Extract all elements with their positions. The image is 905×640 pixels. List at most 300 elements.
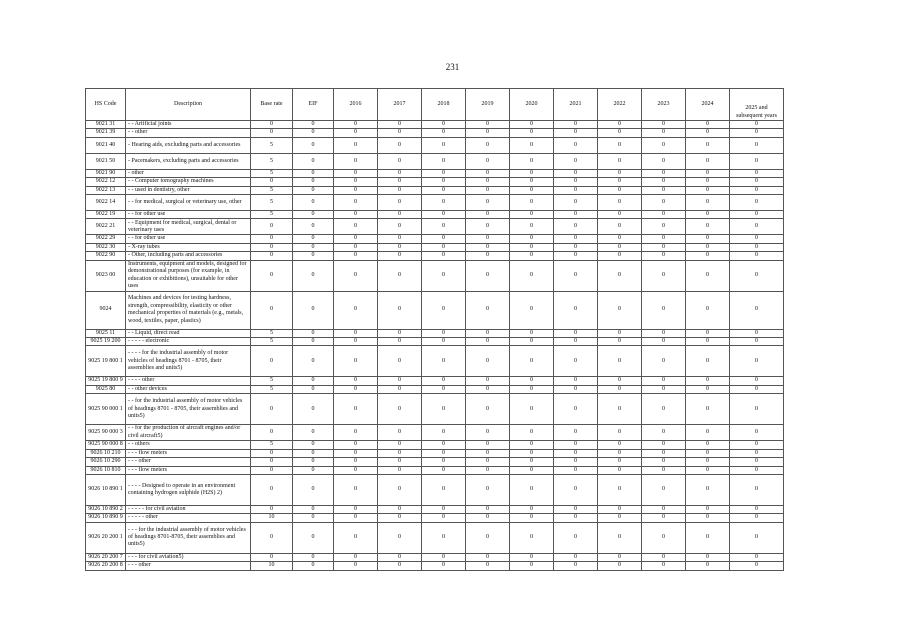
rate-cell: 0 [334, 291, 378, 329]
rate-cell: 0 [378, 121, 422, 129]
rate-cell: 0 [293, 553, 334, 561]
description-cell: - - - other [126, 562, 251, 570]
rate-cell: 0 [293, 329, 334, 337]
rate-cell: 0 [642, 553, 686, 561]
column-header: 2021 [554, 89, 598, 121]
rate-cell: 0 [378, 425, 422, 441]
rate-cell: 0 [378, 235, 422, 243]
rate-cell: 0 [510, 458, 554, 466]
rate-cell: 0 [334, 338, 378, 346]
description-cell: - Hearing aids, excluding parts and accessories [126, 137, 251, 153]
rate-cell: 0 [730, 235, 784, 243]
rate-cell: 0 [598, 377, 642, 385]
hs-code-cell: 9025 90 000 1 [86, 394, 126, 425]
base-rate-cell: 0 [251, 235, 293, 243]
hs-code-cell: 9025 19 800 9 [86, 377, 126, 385]
rate-cell: 0 [554, 474, 598, 505]
rate-cell: 0 [334, 195, 378, 211]
rate-cell: 0 [642, 252, 686, 260]
rate-cell: 0 [730, 186, 784, 194]
base-rate-cell: 0 [251, 505, 293, 513]
rate-cell: 0 [686, 195, 730, 211]
rate-cell: 0 [598, 129, 642, 137]
rate-cell: 0 [334, 425, 378, 441]
rate-cell: 0 [642, 458, 686, 466]
hs-code-cell: 9025 90 000 3 [86, 425, 126, 441]
rate-cell: 0 [598, 458, 642, 466]
rate-cell: 0 [510, 338, 554, 346]
rate-cell: 0 [378, 195, 422, 211]
rate-cell: 0 [730, 522, 784, 553]
base-rate-cell: 0 [251, 121, 293, 129]
rate-cell: 0 [598, 235, 642, 243]
rate-cell: 0 [730, 129, 784, 137]
rate-cell: 0 [334, 458, 378, 466]
rate-cell: 0 [422, 338, 466, 346]
rate-cell: 0 [554, 252, 598, 260]
description-cell: - X-ray tubes [126, 243, 251, 251]
rate-cell: 0 [642, 243, 686, 251]
rate-cell: 0 [510, 466, 554, 474]
hs-code-cell: 9021 39 [86, 129, 126, 137]
column-header: 2022 [598, 89, 642, 121]
table-row [86, 449, 784, 457]
rate-cell: 0 [686, 291, 730, 329]
rate-cell: 0 [466, 449, 510, 457]
rate-cell: 0 [422, 346, 466, 377]
rate-cell: 0 [378, 211, 422, 219]
rate-cell: 0 [510, 291, 554, 329]
rate-cell: 0 [598, 186, 642, 194]
rate-cell: 0 [293, 219, 334, 235]
rate-cell: 0 [598, 449, 642, 457]
rate-cell: 0 [422, 385, 466, 393]
rate-cell: 0 [554, 121, 598, 129]
rate-cell: 0 [642, 235, 686, 243]
rate-cell: 0 [334, 235, 378, 243]
rate-cell: 0 [510, 153, 554, 169]
description-cell: - - - for civil aviation5) [126, 553, 251, 561]
base-rate-cell: 5 [251, 169, 293, 177]
rate-cell: 0 [378, 346, 422, 377]
rate-cell: 0 [598, 394, 642, 425]
rate-cell: 0 [730, 243, 784, 251]
rate-cell: 0 [686, 505, 730, 513]
rate-cell: 0 [554, 394, 598, 425]
rate-cell: 0 [730, 260, 784, 291]
rate-cell: 0 [554, 219, 598, 235]
hs-code-cell: 9022 29 [86, 235, 126, 243]
rate-cell: 0 [293, 338, 334, 346]
rate-cell: 0 [422, 505, 466, 513]
rate-cell: 0 [554, 243, 598, 251]
rate-cell: 0 [334, 121, 378, 129]
rate-cell: 0 [642, 186, 686, 194]
rate-cell: 0 [334, 169, 378, 177]
rate-cell: 0 [598, 505, 642, 513]
tariff-schedule-table [85, 88, 784, 571]
hs-code-cell: 9025 90 000 8 [86, 441, 126, 449]
table-row [86, 522, 784, 553]
table-row [86, 474, 784, 505]
column-header: 2017 [378, 89, 422, 121]
rate-cell: 0 [598, 153, 642, 169]
table-row [86, 195, 784, 211]
table-row [86, 137, 784, 153]
column-header: EIF [293, 89, 334, 121]
rate-cell: 0 [730, 252, 784, 260]
rate-cell: 0 [686, 137, 730, 153]
rate-cell: 0 [293, 260, 334, 291]
rate-cell: 0 [293, 458, 334, 466]
rate-cell: 0 [293, 137, 334, 153]
table-row [86, 505, 784, 513]
rate-cell: 0 [554, 505, 598, 513]
description-cell: Instruments, equipment and models, designed for demonstrational purposes (for example, in education or exhibitions), unsuitable for other uses [126, 260, 251, 291]
rate-cell: 0 [293, 522, 334, 553]
description-cell: - - other [126, 129, 251, 137]
description-cell: - - other devices [126, 385, 251, 393]
rate-cell: 0 [510, 211, 554, 219]
rate-cell: 0 [686, 474, 730, 505]
rate-cell: 0 [642, 291, 686, 329]
rate-cell: 0 [378, 169, 422, 177]
rate-cell: 0 [642, 178, 686, 186]
hs-code-cell: 9025 80 [86, 385, 126, 393]
rate-cell: 0 [686, 178, 730, 186]
rate-cell: 0 [686, 394, 730, 425]
description-cell: - - for other use [126, 211, 251, 219]
rate-cell: 0 [510, 195, 554, 211]
hs-code-cell: 9025 11 [86, 329, 126, 337]
rate-cell: 0 [730, 329, 784, 337]
base-rate-cell: 0 [251, 291, 293, 329]
base-rate-cell: 0 [251, 346, 293, 377]
rate-cell: 0 [598, 178, 642, 186]
rate-cell: 0 [293, 121, 334, 129]
rate-cell: 0 [422, 522, 466, 553]
rate-cell: 0 [378, 385, 422, 393]
base-rate-cell: 0 [251, 522, 293, 553]
description-cell: - - Liquid, direct read [126, 329, 251, 337]
base-rate-cell: 5 [251, 338, 293, 346]
rate-cell: 0 [334, 178, 378, 186]
hs-code-cell: 9026 10 810 [86, 466, 126, 474]
rate-cell: 0 [422, 474, 466, 505]
rate-cell: 0 [334, 394, 378, 425]
rate-cell: 0 [730, 195, 784, 211]
hs-code-cell: 9026 10 290 [86, 458, 126, 466]
column-header: 2023 [642, 89, 686, 121]
rate-cell: 0 [598, 338, 642, 346]
rate-cell: 0 [293, 394, 334, 425]
rate-cell: 0 [642, 219, 686, 235]
base-rate-cell: 0 [251, 394, 293, 425]
rate-cell: 0 [554, 186, 598, 194]
rate-cell: 0 [686, 235, 730, 243]
rate-cell: 0 [598, 385, 642, 393]
base-rate-cell: 0 [251, 553, 293, 561]
rate-cell: 0 [598, 466, 642, 474]
rate-cell: 0 [378, 505, 422, 513]
rate-cell: 0 [293, 514, 334, 522]
rate-cell: 0 [422, 219, 466, 235]
rate-cell: 0 [686, 385, 730, 393]
rate-cell: 0 [293, 505, 334, 513]
column-header: 2025 and subsequent years [730, 89, 784, 121]
rate-cell: 0 [422, 441, 466, 449]
description-cell: - - - - - other [126, 514, 251, 522]
rate-cell: 0 [422, 252, 466, 260]
rate-cell: 0 [642, 338, 686, 346]
rate-cell: 0 [686, 562, 730, 570]
rate-cell: 0 [642, 514, 686, 522]
rate-cell: 0 [686, 186, 730, 194]
rate-cell: 0 [466, 466, 510, 474]
rate-cell: 0 [642, 153, 686, 169]
rate-cell: 0 [422, 377, 466, 385]
rate-cell: 0 [378, 553, 422, 561]
rate-cell: 0 [378, 514, 422, 522]
rate-cell: 0 [334, 219, 378, 235]
description-cell: - - for other use [126, 235, 251, 243]
rate-cell: 0 [510, 329, 554, 337]
base-rate-cell: 0 [251, 466, 293, 474]
rate-cell: 0 [510, 186, 554, 194]
table-row [86, 514, 784, 522]
rate-cell: 0 [466, 346, 510, 377]
rate-cell: 0 [730, 346, 784, 377]
rate-cell: 0 [293, 178, 334, 186]
rate-cell: 0 [334, 377, 378, 385]
table-row [86, 153, 784, 169]
rate-cell: 0 [730, 385, 784, 393]
table-row [86, 458, 784, 466]
rate-cell: 0 [598, 474, 642, 505]
column-header: 2020 [510, 89, 554, 121]
column-header: 2016 [334, 89, 378, 121]
rate-cell: 0 [686, 441, 730, 449]
rate-cell: 0 [378, 394, 422, 425]
rate-cell: 0 [293, 235, 334, 243]
rate-cell: 0 [510, 514, 554, 522]
rate-cell: 0 [642, 522, 686, 553]
rate-cell: 0 [642, 466, 686, 474]
rate-cell: 0 [554, 522, 598, 553]
rate-cell: 0 [293, 385, 334, 393]
rate-cell: 0 [554, 425, 598, 441]
rate-cell: 0 [466, 514, 510, 522]
rate-cell: 0 [510, 121, 554, 129]
rate-cell: 0 [554, 466, 598, 474]
hs-code-cell: 9021 31 [86, 121, 126, 129]
table-row [86, 219, 784, 235]
hs-code-cell: 9022 19 [86, 211, 126, 219]
rate-cell: 0 [642, 441, 686, 449]
table-row [86, 338, 784, 346]
rate-cell: 0 [334, 329, 378, 337]
rate-cell: 0 [466, 219, 510, 235]
rate-cell: 0 [422, 425, 466, 441]
rate-cell: 0 [730, 137, 784, 153]
description-cell: - - - flow meters [126, 449, 251, 457]
rate-cell: 0 [334, 466, 378, 474]
description-cell: - - - - Designed to operate in an environment containing hydrogen sulphide (H2S) 2) [126, 474, 251, 505]
rate-cell: 0 [730, 377, 784, 385]
rate-cell: 0 [554, 338, 598, 346]
rate-cell: 0 [334, 260, 378, 291]
table-body [86, 121, 784, 571]
rate-cell: 0 [598, 137, 642, 153]
rate-cell: 0 [466, 385, 510, 393]
rate-cell: 0 [334, 522, 378, 553]
rate-cell: 0 [642, 121, 686, 129]
rate-cell: 0 [293, 377, 334, 385]
hs-code-cell: 9025 19 800 1 [86, 346, 126, 377]
rate-cell: 0 [378, 243, 422, 251]
rate-cell: 0 [730, 505, 784, 513]
rate-cell: 0 [293, 129, 334, 137]
rate-cell: 0 [422, 137, 466, 153]
rate-cell: 0 [686, 252, 730, 260]
rate-cell: 0 [422, 121, 466, 129]
rate-cell: 0 [422, 129, 466, 137]
rate-cell: 0 [510, 385, 554, 393]
column-header: Description [126, 89, 251, 121]
description-cell: - - - for the industrial assembly of motor vehicles of headings 8701-8705, their assemblies and units5) [126, 522, 251, 553]
rate-cell: 0 [466, 291, 510, 329]
table-row [86, 260, 784, 291]
description-cell: - - for medical, surgical or veterinary use, other [126, 195, 251, 211]
table-row [86, 394, 784, 425]
rate-cell: 0 [466, 153, 510, 169]
rate-cell: 0 [554, 441, 598, 449]
rate-cell: 0 [598, 169, 642, 177]
rate-cell: 0 [554, 553, 598, 561]
rate-cell: 0 [686, 553, 730, 561]
hs-code-cell: 9023 00 [86, 260, 126, 291]
hs-code-cell: 9022 21 [86, 219, 126, 235]
rate-cell: 0 [293, 243, 334, 251]
base-rate-cell: 0 [251, 129, 293, 137]
description-cell: - - used in dentistry, other [126, 186, 251, 194]
rate-cell: 0 [293, 169, 334, 177]
rate-cell: 0 [598, 243, 642, 251]
rate-cell: 0 [730, 211, 784, 219]
rate-cell: 0 [686, 514, 730, 522]
rate-cell: 0 [598, 514, 642, 522]
base-rate-cell: 5 [251, 377, 293, 385]
description-cell: Machines and devices for testing hardness, strength, compressibility, elasticity or other mechanical properties of materials (e.g., metals, wood, textiles, paper, plastics) [126, 291, 251, 329]
rate-cell: 0 [730, 514, 784, 522]
rate-cell: 0 [554, 385, 598, 393]
rate-cell: 0 [334, 186, 378, 194]
rate-cell: 0 [334, 449, 378, 457]
rate-cell: 0 [686, 377, 730, 385]
rate-cell: 0 [422, 153, 466, 169]
rate-cell: 0 [334, 243, 378, 251]
rate-cell: 0 [293, 211, 334, 219]
rate-cell: 0 [422, 329, 466, 337]
rate-cell: 0 [293, 562, 334, 570]
base-rate-cell: 10 [251, 514, 293, 522]
rate-cell: 0 [598, 211, 642, 219]
description-cell: - - Equipment for medical, surgical, dental or veterinary uses [126, 219, 251, 235]
column-header: 2018 [422, 89, 466, 121]
rate-cell: 0 [466, 377, 510, 385]
base-rate-cell: 10 [251, 562, 293, 570]
rate-cell: 0 [598, 121, 642, 129]
rate-cell: 0 [730, 425, 784, 441]
base-rate-cell: 0 [251, 449, 293, 457]
base-rate-cell: 5 [251, 211, 293, 219]
rate-cell: 0 [422, 394, 466, 425]
table-row [86, 425, 784, 441]
rate-cell: 0 [686, 522, 730, 553]
base-rate-cell: 5 [251, 186, 293, 194]
rate-cell: 0 [642, 449, 686, 457]
rate-cell: 0 [334, 137, 378, 153]
rate-cell: 0 [686, 338, 730, 346]
table-row [86, 178, 784, 186]
rate-cell: 0 [422, 178, 466, 186]
rate-cell: 0 [598, 219, 642, 235]
rate-cell: 0 [598, 522, 642, 553]
rate-cell: 0 [334, 474, 378, 505]
rate-cell: 0 [466, 169, 510, 177]
base-rate-cell: 0 [251, 474, 293, 505]
rate-cell: 0 [598, 260, 642, 291]
rate-cell: 0 [466, 211, 510, 219]
description-cell: - - - - - electronic [126, 338, 251, 346]
rate-cell: 0 [466, 137, 510, 153]
description-cell: - - for the industrial assembly of motor vehicles of headings 8701 - 8705, their assemblies and units5) [126, 394, 251, 425]
rate-cell: 0 [378, 377, 422, 385]
rate-cell: 0 [422, 466, 466, 474]
base-rate-cell: 5 [251, 329, 293, 337]
rate-cell: 0 [686, 153, 730, 169]
rate-cell: 0 [554, 129, 598, 137]
rate-cell: 0 [378, 338, 422, 346]
rate-cell: 0 [334, 385, 378, 393]
rate-cell: 0 [466, 553, 510, 561]
rate-cell: 0 [730, 394, 784, 425]
rate-cell: 0 [510, 425, 554, 441]
rate-cell: 0 [466, 562, 510, 570]
column-header: 2024 [686, 89, 730, 121]
rate-cell: 0 [554, 153, 598, 169]
rate-cell: 0 [642, 129, 686, 137]
base-rate-cell: 5 [251, 137, 293, 153]
rate-cell: 0 [554, 377, 598, 385]
description-cell: - - for the production of aircraft engines and/or civil aircraft5) [126, 425, 251, 441]
description-cell: - - - - for the industrial assembly of motor vehicles of headings 8701 - 8705, their assemblies and units5) [126, 346, 251, 377]
base-rate-cell: 0 [251, 458, 293, 466]
rate-cell: 0 [510, 394, 554, 425]
base-rate-cell: 5 [251, 441, 293, 449]
rate-cell: 0 [466, 195, 510, 211]
rate-cell: 0 [598, 562, 642, 570]
rate-cell: 0 [334, 553, 378, 561]
table-row [86, 291, 784, 329]
rate-cell: 0 [466, 252, 510, 260]
rate-cell: 0 [730, 458, 784, 466]
table-row [86, 441, 784, 449]
rate-cell: 0 [334, 514, 378, 522]
rate-cell: 0 [510, 219, 554, 235]
rate-cell: 0 [466, 129, 510, 137]
table-row [86, 329, 784, 337]
